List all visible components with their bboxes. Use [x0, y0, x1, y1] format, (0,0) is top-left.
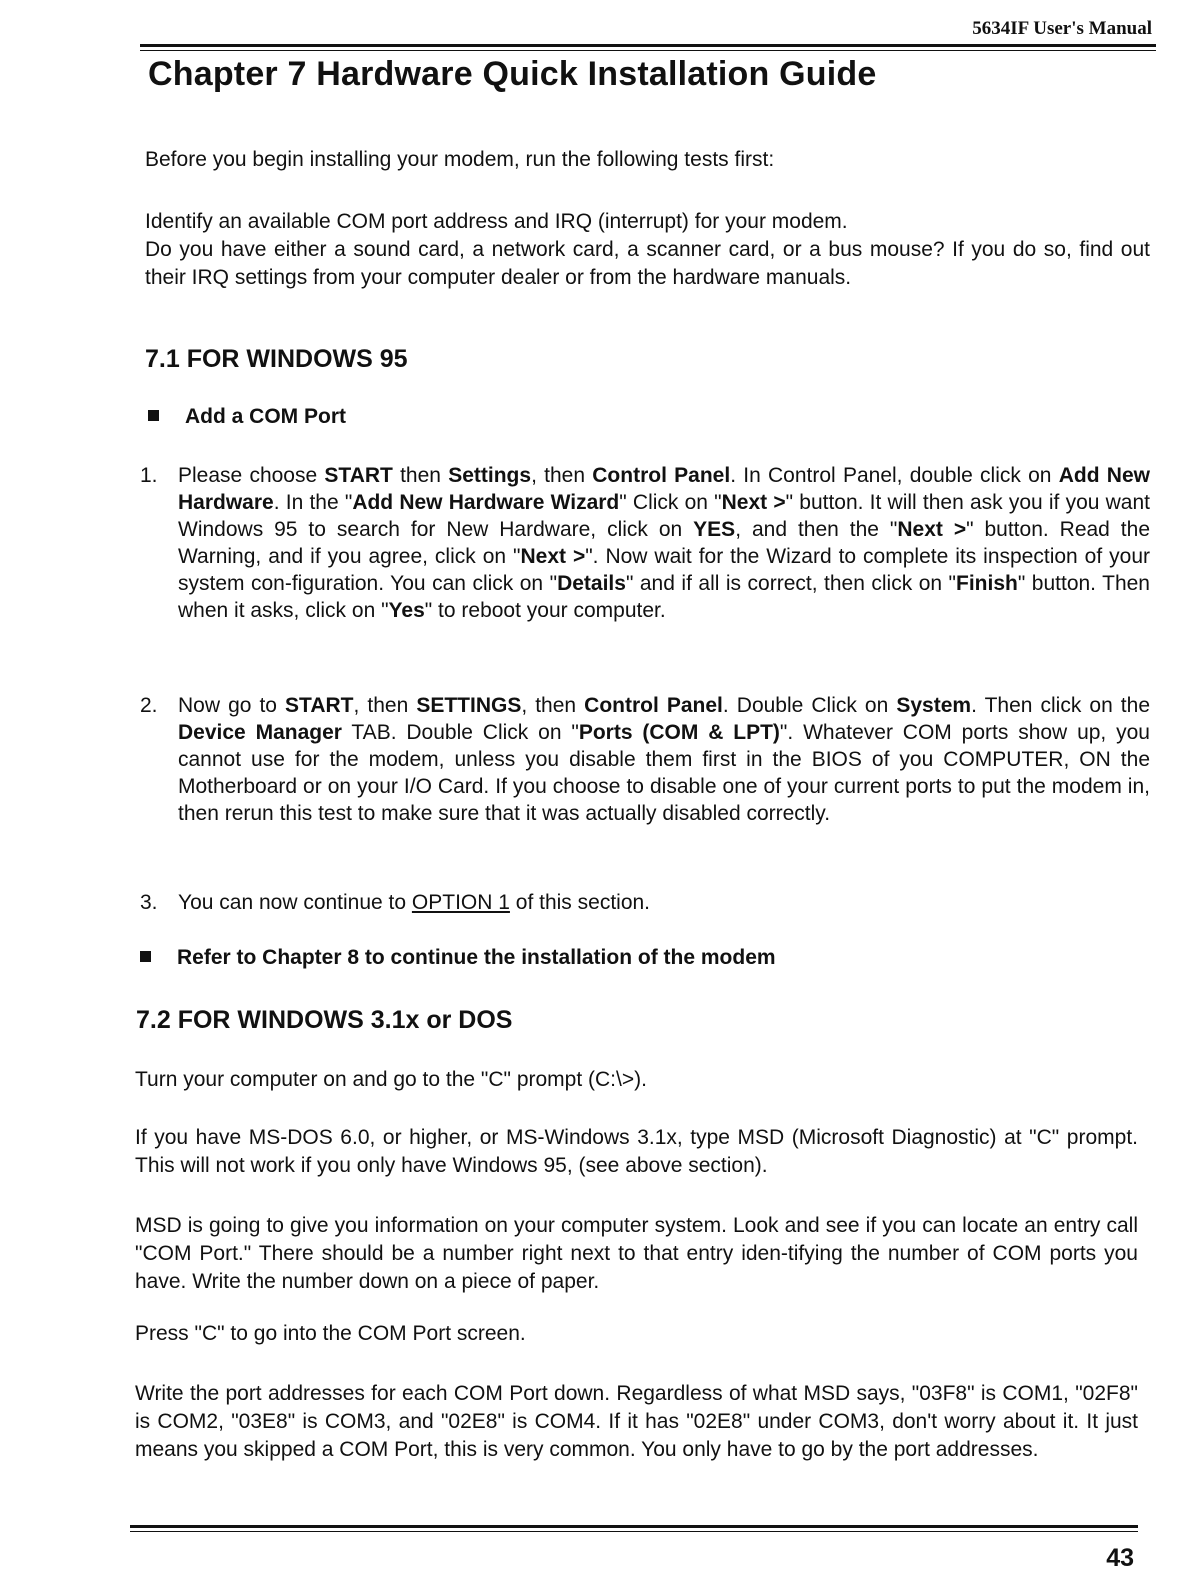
text-run: , then — [521, 694, 585, 717]
item-text — [178, 889, 1150, 916]
bold-run: Finish — [956, 572, 1018, 595]
section2-para-1 — [135, 1066, 1138, 1094]
text-run: , then — [353, 694, 417, 717]
intro-body — [145, 208, 1150, 292]
bullet-refer-chapter-8-label: Refer to Chapter 8 to continue the installation of the modem — [177, 946, 776, 969]
numbered-item-1 — [140, 462, 1150, 624]
text-run: " button. Read the Warning, and if you agree, click on " — [178, 518, 1150, 568]
item-number: 2. — [140, 694, 158, 717]
text-run: . In Control Panel, double click on — [730, 464, 1059, 487]
section2-para-5 — [135, 1380, 1138, 1464]
numbered-item-2 — [140, 692, 1150, 827]
bold-run: Add New Hardware — [178, 464, 1150, 514]
section2-para-3 — [135, 1212, 1138, 1296]
item-number: 1. — [140, 464, 158, 487]
bullet-add-com-port — [148, 405, 346, 429]
paragraph-text: Write the port addresses for each COM Port down. Regardless of what MSD says, "03F8" is COM1, "02F8" is COM2, "03E8" is COM3, and "02E8" is COM4. If it has "02E8" under COM3, don't worry about it. It just means you skipped a COM Port, this is very common. You only have to go by the port addresses. — [135, 1382, 1138, 1461]
bold-run: SETTINGS — [416, 694, 522, 717]
bold-run: Yes — [388, 599, 425, 622]
bullet-square-icon — [140, 951, 151, 962]
bold-run: Next > — [897, 518, 967, 541]
text-run: " Click on " — [619, 491, 722, 514]
bold-run: Settings — [448, 464, 532, 487]
text-run: " and if all is correct, then click on " — [625, 572, 957, 595]
section-heading-win95: 7.1 FOR WINDOWS 95 — [145, 345, 408, 373]
text-run: " button. Then when it asks, click on " — [178, 572, 1150, 622]
text-run: of this section. — [509, 891, 651, 914]
text-run: ". Whatever COM ports show up, you cannot use for the modem, unless you disable them first in the BIOS of you COMPUTER, ON the Motherboard or on your I/O Card. If you choose to disable one of your current ports to put the modem in, then rerun this test to make sure that it was actually disabled correctly. — [178, 721, 1150, 825]
bold-run: START — [285, 694, 354, 717]
bullet-square-icon — [148, 410, 159, 421]
text-run: Now go to — [178, 694, 286, 717]
bold-run: Device Manager — [178, 721, 342, 744]
text-run: ". Now wait for the Wizard to complete its inspection of your system con-figuration. You can click on " — [178, 545, 1150, 595]
bold-run: Control Panel — [592, 464, 731, 487]
text-run: Please choose — [178, 464, 325, 487]
text-run: . Then click on the — [971, 694, 1150, 717]
header-rule-thin — [140, 50, 1156, 51]
bullet-add-com-port-label: Add a COM Port — [185, 405, 346, 428]
text-run: . Double Click on — [722, 694, 897, 717]
bold-run: Ports (COM & LPT) — [578, 721, 780, 744]
header-rule-thick — [140, 44, 1156, 47]
section2-para-2 — [135, 1124, 1138, 1180]
section-heading-win31-dos: 7.2 FOR WINDOWS 3.1x or DOS — [136, 1006, 513, 1034]
bold-run: Details — [557, 572, 626, 595]
text-run: TAB. Double Click on " — [341, 721, 579, 744]
paragraph-text: MSD is going to give you information on your computer system. Look and see if you can locate an entry call "COM Port." There should be a number right next to that entry iden-tifying the number of COM ports you have. Write the number down on a piece of paper. — [135, 1214, 1138, 1293]
bullet-refer-chapter-8 — [140, 946, 776, 970]
section2-para-4 — [135, 1320, 1138, 1348]
option-1-link[interactable]: OPTION 1 — [411, 891, 510, 914]
bold-run: Control Panel — [584, 694, 723, 717]
text-run: , and then the " — [735, 518, 898, 541]
bold-run: Add New Hardware Wizard — [352, 491, 620, 514]
item-text — [178, 462, 1150, 624]
numbered-item-3 — [140, 889, 1150, 916]
intro-lead-text: Before you begin installing your modem, run the following tests first: — [145, 148, 775, 171]
text-run: . In the " — [273, 491, 353, 514]
text-run: You can now continue to — [178, 891, 412, 914]
bold-run: System — [896, 694, 972, 717]
footer-rule-thin — [130, 1531, 1138, 1532]
page-number: 43 — [1106, 1544, 1134, 1572]
intro-line-1: Identify an available COM port address and IRQ (interrupt) for your modem. — [145, 210, 848, 233]
text-run: " to reboot your computer. — [424, 599, 666, 622]
text-run: then — [392, 464, 449, 487]
paragraph-text: If you have MS-DOS 6.0, or higher, or MS-Windows 3.1x, type MSD (Microsoft Diagnostic) at "C" prompt. This will not work if you only have Windows 95, (see above section). — [135, 1126, 1138, 1177]
item-text — [178, 692, 1150, 827]
paragraph-text: Press "C" to go into the COM Port screen. — [135, 1322, 526, 1345]
footer-rule-thick — [130, 1525, 1138, 1528]
bold-run: YES — [693, 518, 736, 541]
manual-header: 5634IF User's Manual — [972, 18, 1152, 39]
bold-run: Next > — [520, 545, 586, 568]
text-run: , then — [531, 464, 593, 487]
paragraph-text: Turn your computer on and go to the "C" prompt (C:\>). — [135, 1068, 647, 1091]
chapter-title: Chapter 7 Hardware Quick Installation Guide — [148, 55, 877, 93]
intro-lead — [145, 146, 1150, 174]
item-number: 3. — [140, 891, 158, 914]
bold-run: Next > — [721, 491, 786, 514]
text-run: " button. It will then ask you if you want Windows 95 to search for New Hardware, click on — [178, 491, 1150, 541]
bold-run: START — [324, 464, 393, 487]
intro-line-2: Do you have either a sound card, a network card, a scanner card, or a bus mouse? If you do so, find out their IRQ settings from your computer dealer or from the hardware manuals. — [145, 238, 1150, 289]
